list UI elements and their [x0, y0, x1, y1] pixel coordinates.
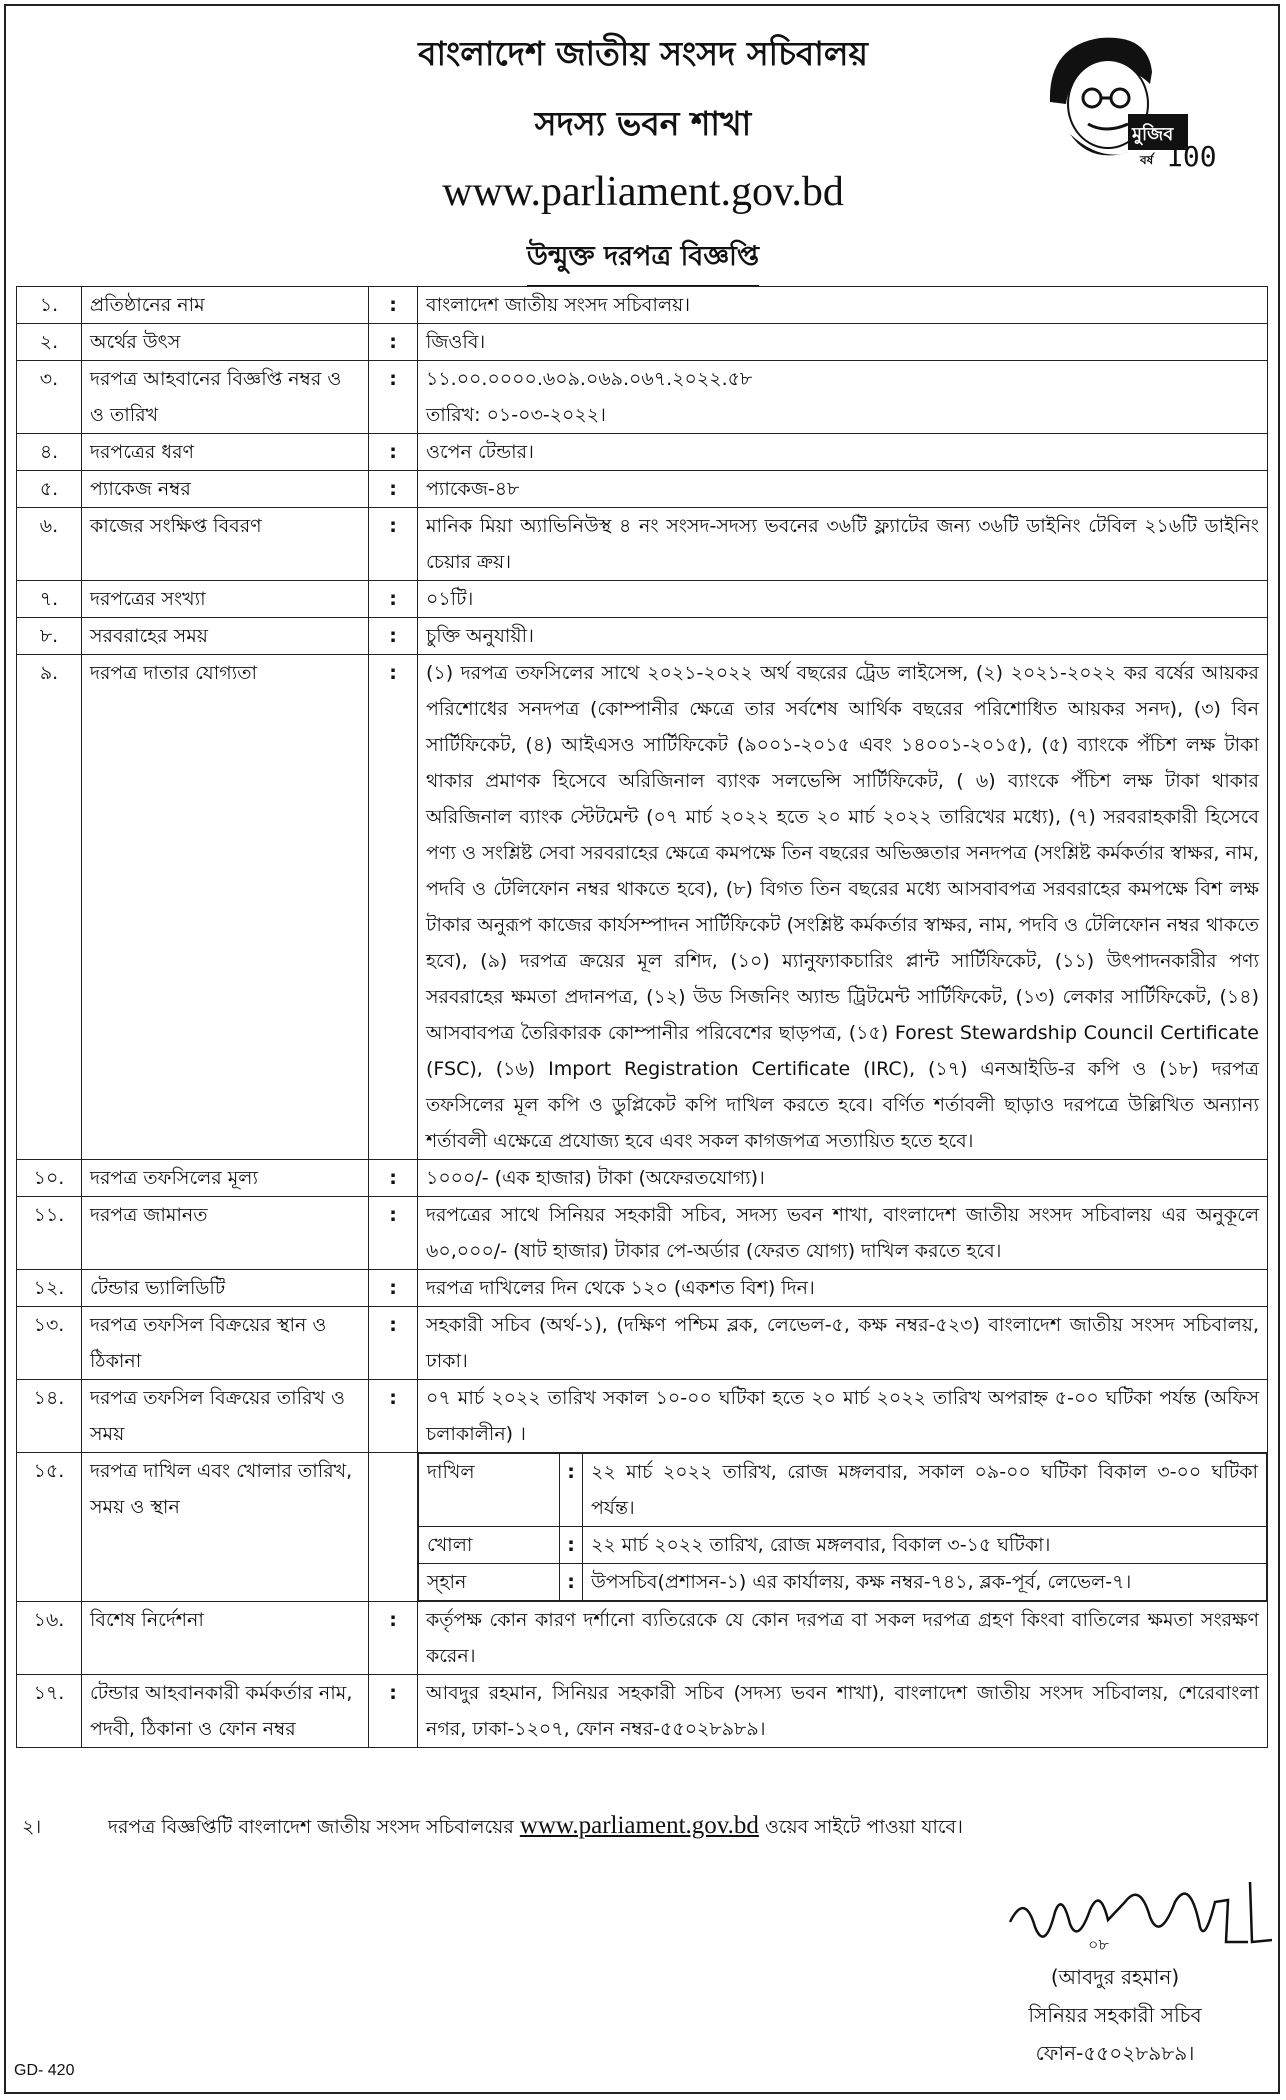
note-text-before: দরপত্র বিজ্ঞপ্তিটি বাংলাদেশ জাতীয় সংসদ সচিবালয়ের — [108, 1816, 514, 1838]
note-text-after: ওয়েব সাইটে পাওয়া যাবে। — [764, 1816, 963, 1838]
value-line: মানিক মিয়া অ্যাভিনিউস্থ ৪ নং সংসদ-সদস্য ভবনের ৩৬টি ফ্ল্যাটের জন্য ৩৬টি ডাইনিং টেবিল ২১৬টি ডাইনিং চেয়ার ক্রয়। — [426, 515, 1259, 573]
table-row — [17, 471, 1268, 508]
website-note — [22, 1812, 1262, 1845]
row-label: দরপত্র আহবানের বিজ্ঞপ্তি নম্বর ও ও তারিখ — [82, 361, 369, 434]
table-row — [17, 1160, 1268, 1197]
row-value — [418, 287, 1268, 324]
mujib-borsho-logo — [1030, 24, 1220, 174]
row-colon: : — [369, 287, 418, 324]
value-line: ১০০০/- (এক হাজার) টাকা (অফেরতযোগ্য)। — [426, 1167, 765, 1189]
subtable-row — [419, 1564, 1267, 1601]
row-label: দরপত্র তফসিল বিক্রয়ের তারিখ ও সময় — [82, 1380, 369, 1453]
row-serial: ৮. — [17, 618, 82, 655]
row-label: দরপত্রের ধরণ — [82, 434, 369, 471]
table-row — [17, 1453, 1268, 1602]
row-colon: : — [369, 508, 418, 581]
row-label: টেন্ডার ভ্যালিডিটি — [82, 1270, 369, 1307]
note-number: ২। — [22, 1816, 42, 1838]
logo-number: 100 — [1166, 140, 1217, 173]
logo-text: মুজিব — [1132, 124, 1174, 145]
value-line: প্যাকেজ-৪৮ — [426, 478, 520, 500]
row-colon: : — [369, 1270, 418, 1307]
table-row — [17, 1270, 1268, 1307]
table-row — [17, 618, 1268, 655]
row-colon: : — [369, 361, 418, 434]
signature-block — [960, 1958, 1270, 2072]
table-row — [17, 324, 1268, 361]
row-label: দরপত্র তফসিল বিক্রয়ের স্থান ও ঠিকানা — [82, 1307, 369, 1380]
row-value — [418, 1675, 1268, 1748]
subtable-key: স্হান — [419, 1564, 560, 1601]
table-row — [17, 1197, 1268, 1270]
row-colon — [369, 1453, 418, 1602]
row-serial: ৯. — [17, 655, 82, 1160]
row-value — [418, 1197, 1268, 1270]
row-value — [418, 618, 1268, 655]
row-label: অর্থের উৎস — [82, 324, 369, 361]
table-row — [17, 1675, 1268, 1748]
row-label: দরপত্র দাখিল এবং খোলার তারিখ, সময় ও স্থান — [82, 1453, 369, 1602]
subtable-value: উপসচিব(প্রশাসন-১) এর কার্যালয়, কক্ষ নম্বর-৭৪১, ব্লক-পূর্ব, লেভেল-৭। — [583, 1564, 1267, 1601]
row-value — [418, 324, 1268, 361]
row-label: বিশেষ নির্দেশনা — [82, 1602, 369, 1675]
row-serial: ৭. — [17, 581, 82, 618]
row-label: দরপত্র দাতার যোগ্যতা — [82, 655, 369, 1160]
row-colon: : — [369, 655, 418, 1160]
value-line: দরপত্র দাখিলের দিন থেকে ১২০ (একশত বিশ) দিন। — [426, 1277, 815, 1299]
row-value — [418, 434, 1268, 471]
table-row — [17, 434, 1268, 471]
row-serial: ২. — [17, 324, 82, 361]
row-serial: ৬. — [17, 508, 82, 581]
subtable-value: ২২ মার্চ ২০২২ তারিখ, রোজ মঙ্গলবার, সকাল ০৯-০০ ঘটিকা বিকাল ৩-০০ ঘটিকা পর্যন্ত। — [583, 1454, 1267, 1527]
value-line: আবদুর রহমান, সিনিয়র সহকারী সচিব (সদস্য ভবন শাখা), বাংলাদেশ জাতীয় সংসদ সচিবালয়, শেরেবাংলা নগর, ঢাকা-১২০৭, ফোন নম্বর-৫৫০২৮৯৮৯। — [426, 1682, 1259, 1740]
row-value — [418, 1602, 1268, 1675]
row-colon: : — [369, 1197, 418, 1270]
row-value — [418, 508, 1268, 581]
row-colon: : — [369, 1307, 418, 1380]
row-colon: : — [369, 1602, 418, 1675]
table-row — [17, 361, 1268, 434]
subtable-row — [419, 1527, 1267, 1564]
row-label: দরপত্র তফসিলের মূল্য — [82, 1160, 369, 1197]
note-website-link[interactable]: www.parliament.gov.bd — [519, 1812, 759, 1839]
row-value — [418, 1307, 1268, 1380]
website-heading: www.parliament.gov.bd — [442, 169, 844, 215]
table-row — [17, 655, 1268, 1160]
row-colon: : — [369, 581, 418, 618]
row-serial: ১৪. — [17, 1380, 82, 1453]
gd-code: GD- 420 — [14, 2062, 75, 2079]
row-serial: ১৫. — [17, 1453, 82, 1602]
table-row — [17, 287, 1268, 324]
value-line: ০১টি। — [426, 588, 474, 610]
row-colon: : — [369, 618, 418, 655]
row-value — [418, 655, 1268, 1160]
value-line: ০৭ মার্চ ২০২২ তারিখ সকাল ১০-০০ ঘটিকা হতে ২০ মার্চ ২০২২ তারিখ অপরাহ্ন ৫-০০ ঘটিকা পর্যন্ত (অফিস চলাকালীন) । — [426, 1387, 1259, 1445]
signatory-designation: সিনিয়র সহকারী সচিব — [1028, 2003, 1202, 2027]
row-colon: : — [369, 1380, 418, 1453]
row-value — [418, 1160, 1268, 1197]
subtable-colon: : — [560, 1527, 583, 1564]
table-row — [17, 581, 1268, 618]
signature-scribble — [1000, 1872, 1280, 1962]
row-value — [418, 361, 1268, 434]
table-row — [17, 508, 1268, 581]
logo-sub: বর্ষ — [1140, 153, 1154, 167]
table-row — [17, 1602, 1268, 1675]
subtable-row — [419, 1454, 1267, 1527]
subtable-colon: : — [560, 1454, 583, 1527]
row-colon: : — [369, 1675, 418, 1748]
signatory-name: (আবদুর রহমান) — [1050, 1965, 1180, 1989]
value-line: সহকারী সচিব (অর্থ-১), (দক্ষিণ পশ্চিম ব্লক, লেভেল-৫, কক্ষ নম্বর-৫২৩) বাংলাদেশ জাতীয় সংসদ সচিবালয়, ঢাকা। — [426, 1314, 1259, 1372]
row-serial: ১৩. — [17, 1307, 82, 1380]
value-line: দরপত্রের সাথে সিনিয়র সহকারী সচিব, সদস্য ভবন শাখা, বাংলাদেশ জাতীয় সংসদ সচিবালয় এর অনুকূলে ৬০,০০০/- (ষাট হাজার) টাকার পে-অর্ডার (ফেরত যোগ্য) দাখিল করতে হবে। — [426, 1204, 1259, 1262]
row-colon: : — [369, 471, 418, 508]
organization-name: বাংলাদেশ জাতীয় সংসদ সচিবালয় — [418, 34, 868, 73]
row-colon: : — [369, 434, 418, 471]
value-line: কর্তৃপক্ষ কোন কারণ দর্শানো ব্যতিরেকে যে কোন দরপত্র বা সকল দরপত্র গ্রহণ কিংবা বাতিলের ক্ষমতা সংরক্ষণ করেন। — [426, 1609, 1259, 1667]
row-serial: ৪. — [17, 434, 82, 471]
subtable-colon: : — [560, 1564, 583, 1601]
row-colon: : — [369, 324, 418, 361]
signature-date: ০৮ — [1088, 1935, 1109, 1954]
table-row — [17, 1307, 1268, 1380]
subtable-key: খোলা — [419, 1527, 560, 1564]
row-label: প্যাকেজ নম্বর — [82, 471, 369, 508]
value-line: তারিখ: ০১-০৩-২০২২। — [426, 404, 606, 426]
row-serial: ১২. — [17, 1270, 82, 1307]
row-value — [418, 1453, 1268, 1602]
signatory-phone: ফোন-৫৫০২৮৯৮৯। — [1035, 2041, 1195, 2065]
value-line: ওপেন টেন্ডার। — [426, 441, 534, 463]
tender-details-table — [16, 286, 1268, 1748]
branch-name: সদস্য ভবন শাখা — [534, 104, 752, 143]
row-serial: ৫. — [17, 471, 82, 508]
row-serial: ১. — [17, 287, 82, 324]
row-label: টেন্ডার আহবানকারী কর্মকর্তার নাম, পদবী, ঠিকানা ও ফোন নম্বর — [82, 1675, 369, 1748]
value-line: বাংলাদেশ জাতীয় সংসদ সচিবালয়। — [426, 294, 691, 316]
subtable-value: ২২ মার্চ ২০২২ তারিখ, রোজ মঙ্গলবার, বিকাল ৩-১৫ ঘটিকা। — [583, 1527, 1267, 1564]
table-row — [17, 1380, 1268, 1453]
row-value — [418, 581, 1268, 618]
row-label: দরপত্র জামানত — [82, 1197, 369, 1270]
row-label: কাজের সংক্ষিপ্ত বিবরণ — [82, 508, 369, 581]
value-line: চুক্তি অনুযায়ী। — [426, 625, 534, 647]
row-label: দরপত্রের সংখ্যা — [82, 581, 369, 618]
row-label: প্রতিষ্ঠানের নাম — [82, 287, 369, 324]
row-label: সরবরাহের সময় — [82, 618, 369, 655]
value-line: জিওবি। — [426, 331, 486, 353]
value-line: ১১.০০.০০০০.৬০৯.০৬৯.০৬৭.২০২২.৫৮ — [426, 368, 753, 390]
row-serial: ১৬. — [17, 1602, 82, 1675]
value-line: (১) দরপত্র তফসিলের সাথে ২০২১-২০২২ অর্থ বছরের ট্রেড লাইসেন্স, (২) ২০২১-২০২২ কর বর্ষের আয়কর পরিশোধের সনদপত্র (কোম্পানীর ক্ষেত্রে তার সর্বশেষ আর্থিক বছরের পরিশোধিত আয়কর সনদ), (৩) বিন সার্টিফিকেট, (৪) আইএসও সার্টিফিকেট (৯০০১-২০১৫ এবং ১৪০০১-২০১৫), (৫) ব্যাংকে পঁচিশ লক্ষ টাকা থাকার প্রমাণক হিসেবে অরিজিনাল ব্যাংক সলভেন্সি সার্টিফিকেট, ( ৬) ব্যাংকে পঁচিশ লক্ষ টাকা থাকার অরিজিনাল ব্যাংক স্টেটমেন্ট (০৭ মার্চ ২০২২ হতে ২০ মার্চ ২০২২ তারিখের মধ্যে), (৭) সরবরাহকারী হিসেবে পণ্য ও সংশ্লিষ্ট সেবা সরবরাহের ক্ষেত্রে কমপক্ষে তিন বছরের অভিজ্ঞতার সনদপত্র (সংশ্লিষ্ট কর্মকর্তার স্বাক্ষর, নাম, পদবি ও টেলিফোন নম্বর থাকতে হবে), (৮) বিগত তিন বছরের মধ্যে আসবাবপত্র সরবরাহের কমপক্ষে বিশ লক্ষ টাকার অনুরূপ কাজের কার্যসম্পাদন সার্টিফিকেট (সংশ্লিষ্ট কর্মকর্তার স্বাক্ষর, নাম, পদবি ও টেলিফোন নম্বর থাকতে হবে), (৯) দরপত্র ক্রয়ের মূল রশিদ, (১০) ম্যানুফ্যাকচারিং প্লান্ট সার্টিফিকেট, (১১) উৎপাদনকারীর পণ্য সরবরাহের ক্ষমতা প্রদানপত্র, (১২) উড সিজনিং অ্যান্ড ট্রিটমেন্ট সার্টিফিকেট, (১৩) লেকার সার্টিফিকেট, (১৪) আসবাবপত্র তৈরিকারক কোম্পানীর পরিবেশের ছাড়পত্র, (১৫) Forest Stewardship Council Certificate (FSC), (১৬) Import Registration Certificate (IRC), (১৭) এনআইডি-র কপি ও (১৮) দরপত্র তফসিলের মূল কপি ও ডুপ্লিকেট কপি দাখিল করতে হবে। বর্ণিত শর্তাবলী ছাড়াও দরপত্রে উল্লিখিত অন্যান্য শর্তাবলী এক্ষেত্রে প্রযোজ্য হবে এবং সকল কাগজপত্র সত্যায়িত হতে হবে। — [426, 662, 1259, 1152]
row-value — [418, 1380, 1268, 1453]
subtable-key: দাখিল — [419, 1454, 560, 1527]
row-serial: ১১. — [17, 1197, 82, 1270]
row-serial: ১৭. — [17, 1675, 82, 1748]
row-value — [418, 1270, 1268, 1307]
row-value — [418, 471, 1268, 508]
row-serial: ৩. — [17, 361, 82, 434]
row-colon: : — [369, 1160, 418, 1197]
submission-opening-subtable — [418, 1453, 1267, 1601]
notice-title: উন্মুক্ত দরপত্র বিজ্ঞপ্তি — [527, 236, 759, 287]
row-serial: ১০. — [17, 1160, 82, 1197]
